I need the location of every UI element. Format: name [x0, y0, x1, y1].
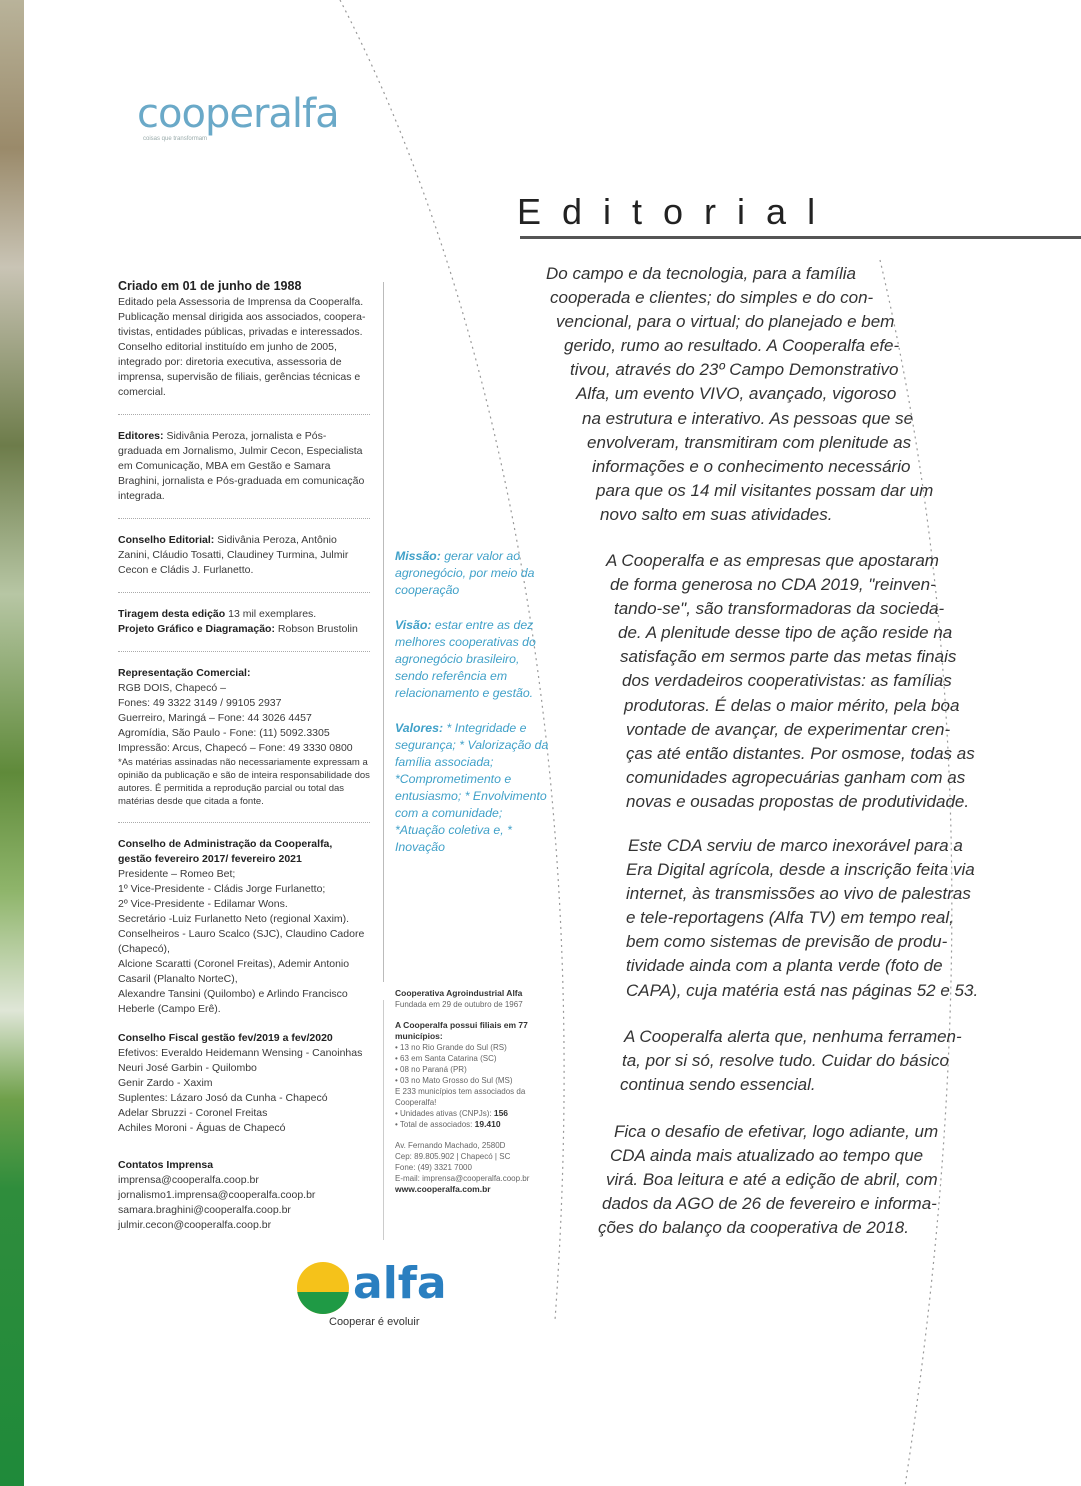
vision-text: estar entre as dez melhores cooperativas do agronegócio brasileiro, sendo referência em relacionamento e gestão. [395, 618, 536, 700]
text-line: CAPA), cuja matéria está nas páginas 52 e 53. [626, 980, 979, 1000]
branches-block [395, 1020, 545, 1130]
admin-line: Secretário -Luiz Furlanetto Neto (regional Xaxim). [118, 913, 350, 925]
fiscal-line: Efetivos: Everaldo Heidemann Wensing - Canoinhas [118, 1047, 363, 1059]
admin-title: Conselho de Administração da Cooperalfa, [118, 838, 333, 850]
admin-block [118, 837, 370, 1021]
founded-line: integrado por: diretoria executiva, assessoria de [118, 356, 342, 368]
fiscal-block [118, 1031, 370, 1140]
alfa-logo-emblem-icon [297, 1262, 349, 1314]
text-line: novas e ousadas propostas de produtividade. [626, 791, 970, 811]
assoc-note: E 233 municípios tem associados da Cooperalfa! [395, 1087, 526, 1107]
title-rule [520, 236, 1081, 239]
admin-title: gestão fevereiro 2017/ fevereiro 2021 [118, 853, 302, 865]
text-line: A Cooperalfa alerta que, nenhuma ferramen- [624, 1027, 962, 1046]
founded-line: Editado pela Assessoria de Imprensa da Cooperalfa. [118, 296, 364, 308]
contact-email[interactable]: samara.braghini@cooperalfa.coop.br [118, 1204, 291, 1216]
column-divider [383, 1000, 384, 1240]
text-line: comunidades agropecuárias ganham com as [626, 767, 966, 787]
text-line: Do campo e da tecnologia, para a família [546, 264, 856, 283]
council-block [118, 533, 370, 593]
text-line: Fica o desafio de efetivar, logo adiante, um [614, 1122, 939, 1141]
editorial-paragraph-3 [626, 834, 978, 1003]
values-text: * Integridade e segurança; * Valorização da família associada; *Comprometimento e entusiasmo; * Envolvimento com a comunidade; *Atuação coletiva e, * Inovação [395, 721, 549, 854]
editorial-title: Editorial [517, 191, 837, 232]
website-link[interactable]: www.cooperalfa.com.br [395, 1184, 491, 1194]
print-block [118, 607, 370, 652]
alfa-logo-slogan: Cooperar é evoluir [329, 1316, 420, 1328]
coop-name-block [395, 988, 545, 1010]
design-text: Robson Brustolin [277, 623, 358, 635]
branches-title: A Cooperalfa possui filiais em 77 municípios: [395, 1020, 528, 1041]
branch-item: • 03 no Mato Grosso do Sul (MS) [395, 1076, 513, 1085]
text-line: tando-se", são transformadoras da socieda- [614, 599, 945, 619]
members-label: • Total de associados: [395, 1120, 473, 1129]
mission [395, 548, 555, 599]
address-line: Cep: 89.805.902 | Chapecó | SC [395, 1152, 511, 1161]
text-line: de forma generosa no CDA 2019, "reinven- [610, 575, 936, 595]
text-line: informações e o conhecimento necessário [592, 456, 911, 476]
alfa-logo [297, 1258, 457, 1332]
values [395, 720, 555, 856]
representation-block [118, 666, 370, 823]
admin-line: 1º Vice-Presidente - Cládis Jorge Furlanetto; [118, 883, 326, 895]
founded-line: Conselho editorial instituído em junho de 2005, [118, 341, 337, 353]
coop-info-column [395, 988, 545, 1205]
founded-line: tivistas, entidades públicas, privadas e interessados. [118, 326, 363, 338]
contacts-title: Contatos Imprensa [118, 1159, 214, 1171]
text-line: envolveram, transmitiram com plenitude as [587, 432, 912, 452]
admin-line: Presidente – Romeo Bet; [118, 868, 236, 880]
branch-item: • 08 no Paraná (PR) [395, 1065, 467, 1074]
alfa-logo-wordmark: alfa [353, 1258, 447, 1309]
admin-line: Alexandre Tansini (Quilombo) e Arlindo Francisco Heberle (Campo Erê). [118, 988, 348, 1015]
admin-line: 2º Vice-Presidente - Edilamar Wons. [118, 898, 288, 910]
editors-text: Sidivânia Peroza, jornalista e Pós-graduada em Jornalismo, Julmir Cecon, Especialista em Comunicação, MBA em Gestão e Samara Braghini, jornalista e Pós-graduada em comunicação integrada. [118, 430, 365, 502]
rep-line: Guerreiro, Maringá – Fone: 44 3026 4457 [118, 712, 312, 724]
editorial-paragraph-5 [598, 1120, 939, 1240]
rep-line: Agromídia, São Paulo - Fone: (11) 5092.3305 [118, 727, 330, 739]
vision-label: Visão: [395, 618, 432, 632]
masthead-column [118, 278, 370, 1261]
members-value: 19.410 [474, 1119, 501, 1129]
editorial-paragraph-4 [618, 1025, 962, 1097]
founded-line: comercial. [118, 386, 166, 398]
text-line: gerido, rumo ao resultado. A Cooperalfa efe- [564, 336, 900, 356]
contact-email[interactable]: jornalismo1.imprensa@cooperalfa.coop.br [118, 1189, 316, 1201]
editors-block [118, 429, 370, 519]
fiscal-line: Neuri José Garbin - Quilombo [118, 1062, 257, 1074]
address-line: Fone: (49) 3321 7000 [395, 1163, 472, 1172]
text-line: novo salto em suas atividades. [600, 504, 833, 524]
text-line: Alfa, um evento VIVO, avançado, vigoroso [576, 384, 897, 404]
mission-label: Missão: [395, 549, 441, 563]
text-line: dos verdadeiros cooperativistas: as famílias [622, 671, 952, 691]
cooperalfa-logo [137, 92, 367, 152]
fiscal-line: Suplentes: Lázaro Josó da Cunha - Chapecó [118, 1092, 328, 1104]
text-line: para que os 14 mil visitantes possam dar um [596, 480, 934, 500]
text-line: de. A plenitude desse tipo de ação reside na [618, 623, 953, 643]
editorial-paragraph-1 [546, 262, 933, 527]
text-line: Era Digital agrícola, desde a inscrição feita via [626, 860, 975, 880]
text-line: bem como sistemas de previsão de produ- [626, 932, 948, 952]
text-line: virá. Boa leitura e até a edição de abril, com [606, 1170, 938, 1190]
fiscal-title: Conselho Fiscal gestão fev/2019 a fev/2020 [118, 1032, 333, 1044]
council-text: Sidivânia Peroza, Antônio Zanini, Cláudio Tosatti, Claudiney Turmina, Julmir Cecon e Cládis J. Furlanetto. [118, 534, 349, 576]
text-line: A Cooperalfa e as empresas que apostaram [606, 551, 939, 570]
rep-note: *As matérias assinadas não necessariamente expressam a opinião da publicação e são de inteira responsabilidade dos autores. É permitida a reprodução parcial ou total das matérias desde que citada a fonte. [118, 757, 370, 807]
founded-block [118, 278, 370, 415]
text-line: dados da AGO de 26 de fevereiro e informa- [602, 1194, 937, 1214]
rep-line: Impressão: Arcus, Chapecó – Fone: 49 3330 0800 [118, 742, 353, 754]
mission-text: gerar valor ao agronegócio, por meio da cooperação [395, 549, 535, 597]
admin-line: Alcione Scaratti (Coronel Freitas), Ademir Antonio Casaril (Planalto NorteC), [118, 958, 350, 985]
text-line: ças até então distantes. Por osmose, todas as [626, 743, 975, 763]
text-line: e tele-reportagens (Alfa TV) em tempo real, [626, 908, 954, 928]
text-line: continua sendo essencial. [620, 1075, 816, 1095]
text-line: satisfação em sermos parte das metas finais [620, 647, 957, 667]
address-block [395, 1140, 545, 1195]
logo-tagline: coisas que transformam [143, 136, 208, 142]
editors-label: Editores: [118, 430, 164, 442]
text-line: na estrutura e interativo. As pessoas que se [582, 408, 914, 428]
branch-item: • 63 em Santa Catarina (SC) [395, 1054, 497, 1063]
units-label: • Unidades ativas (CNPJs): [395, 1109, 492, 1118]
text-line: tividade ainda com a planta verde (foto de [626, 956, 943, 976]
text-line: vontade de avançar, de experimentar cren- [626, 719, 951, 739]
text-line: cooperada e clientes; do simples e do con- [550, 288, 874, 308]
text-line: ta, por si só, resolve tudo. Cuidar do básico [622, 1051, 949, 1071]
address-line: Av. Fernando Machado, 2580D [395, 1141, 506, 1150]
text-line: ções do balanço da cooperativa de 2018. [598, 1218, 909, 1238]
logo-wordmark: cooperalfa [137, 91, 339, 137]
admin-line: Conselheiros - Lauro Scalco (SJC), Claudino Cadore (Chapecó), [118, 928, 365, 955]
fiscal-line: Adelar Sbruzzi - Coronel Freitas [118, 1107, 268, 1119]
text-line: CDA ainda mais atualizado ao tempo que [610, 1146, 924, 1166]
coop-name: Cooperativa Agroindustrial Alfa [395, 988, 523, 998]
contact-email[interactable]: julmir.cecon@cooperalfa.coop.br [118, 1219, 272, 1231]
coop-founded: Fundada em 29 de outubro de 1967 [395, 1000, 523, 1009]
council-label: Conselho Editorial: [118, 534, 215, 546]
fiscal-line: Genir Zardo - Xaxim [118, 1077, 213, 1089]
rep-label: Representação Comercial: [118, 667, 251, 679]
editorial-paragraph-2 [606, 549, 975, 814]
founded-line: Publicação mensal dirigida aos associados, coopera- [118, 311, 366, 323]
text-line: tivou, através do 23º Campo Demonstrativo [570, 360, 899, 380]
fiscal-line: Achiles Moroni - Águas de Chapecó [118, 1122, 286, 1134]
rep-line: RGB DOIS, Chapecó – [118, 682, 226, 694]
text-line: Este CDA serviu de marco inexorável para a [628, 836, 963, 855]
contact-email[interactable]: imprensa@cooperalfa.coop.br [118, 1174, 259, 1186]
text-line: produtoras. É delas o maior mérito, pela boa [624, 695, 960, 715]
text-line: internet, às transmissões ao vivo de palestras [626, 884, 971, 904]
rep-line: Fones: 49 3322 3149 / 99105 2937 [118, 697, 282, 709]
founded-title: Criado em 01 de junho de 1988 [118, 279, 302, 293]
branch-item: • 13 no Rio Grande do Sul (RS) [395, 1043, 507, 1052]
units-value: 156 [493, 1108, 509, 1118]
vision [395, 617, 555, 702]
values-column [395, 548, 555, 874]
column-divider [383, 282, 384, 982]
design-label: Projeto Gráfico e Diagramação: [118, 623, 275, 635]
print-text: 13 mil exemplares. [228, 608, 317, 620]
contacts-block [118, 1158, 370, 1247]
text-line: vencional, para o virtual; do planejado e bem [556, 312, 895, 332]
founded-line: imprensa, supervisão de filiais, gerências técnicas e [118, 371, 361, 383]
print-label: Tiragem desta edição [118, 608, 226, 620]
address-line: E-mail: imprensa@cooperalfa.coop.br [395, 1174, 530, 1183]
values-label: Valores: [395, 721, 444, 735]
